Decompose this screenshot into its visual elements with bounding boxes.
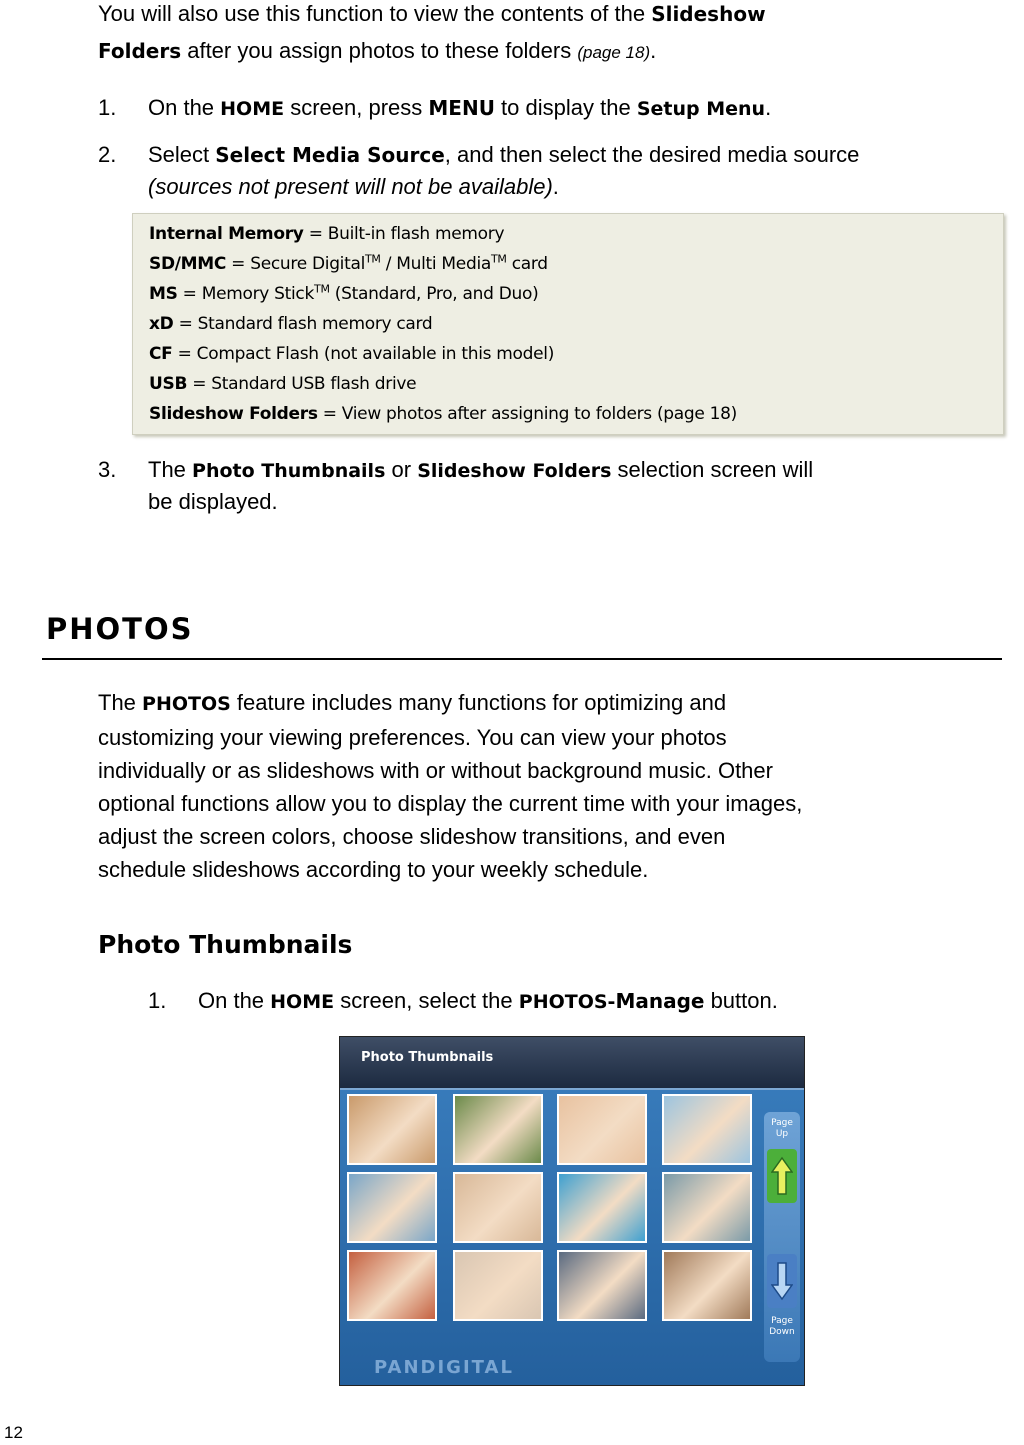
photo-thumbnail[interactable]: [557, 1250, 647, 1321]
media-source-list: [132, 213, 1004, 435]
source-desc: = Built-in flash memory: [303, 224, 505, 244]
source-desc: = Compact Flash (not available in this model): [172, 344, 555, 364]
media-source-ms: [149, 284, 538, 304]
step-2: [148, 140, 859, 170]
step-text: , and then select the desired media source: [444, 142, 860, 167]
intro-line-2: [98, 36, 656, 68]
para-line: customizing your viewing preferences. You can view your photos: [98, 725, 727, 750]
source-desc: card: [506, 254, 548, 274]
source-desc: / Multi Media: [380, 254, 491, 274]
photo-thumbnail[interactable]: [453, 1094, 543, 1165]
step-text: On the: [148, 95, 221, 120]
source-key: USB: [149, 374, 188, 394]
step-text: to display the: [494, 95, 637, 120]
media-source-cf: [149, 344, 554, 364]
manage-term: Manage: [615, 989, 705, 1013]
step-1: [148, 93, 771, 124]
media-source-xd: [149, 314, 432, 334]
label-line: Page: [771, 1118, 793, 1128]
setup-menu-term: Setup Menu: [636, 98, 766, 120]
source-key: CF: [149, 344, 173, 364]
photo-thumbnails-screenshot: [339, 1036, 805, 1386]
photo-thumbnail[interactable]: [662, 1094, 752, 1165]
select-media-source-term: Select Media Source: [215, 143, 445, 167]
source-key: Internal Memory: [149, 224, 304, 244]
source-desc: = Secure Digital: [226, 254, 366, 274]
intro-text: after you assign photos to these folders: [181, 38, 578, 63]
photos-term: PHOTOS-: [518, 991, 616, 1013]
step-text: screen, press: [284, 95, 429, 120]
page-reference: (page 18): [577, 43, 651, 62]
sources-note: (sources not present will not be available): [148, 174, 553, 199]
paging-bar: [764, 1112, 800, 1362]
punctuation: .: [552, 174, 559, 199]
para-line: schedule slideshows according to your weekly schedule.: [98, 857, 649, 882]
photos-term: PHOTOS: [142, 693, 231, 715]
photo-thumbnail[interactable]: [347, 1172, 437, 1243]
step-text: screen, select the: [334, 988, 519, 1013]
para-line: optional functions allow you to display the current time with your images,: [98, 791, 803, 816]
arrow-up-icon: [771, 1156, 793, 1196]
source-key: MS: [149, 284, 178, 304]
step-text: Select: [148, 142, 216, 167]
para-line: adjust the screen colors, choose slideshow transitions, and even: [98, 824, 726, 849]
page-up-button[interactable]: [767, 1149, 797, 1203]
step-text: The: [148, 457, 193, 482]
trademark: TM: [491, 252, 507, 266]
source-desc: = View photos after assigning to folders (page 18): [317, 404, 738, 424]
section-divider: [42, 658, 1002, 660]
photo-thumbnail[interactable]: [662, 1172, 752, 1243]
source-key: Slideshow Folders: [149, 404, 318, 424]
thumbs-step-1-number: 1.: [148, 988, 167, 1013]
trademark: TM: [314, 282, 330, 296]
punctuation: .: [650, 38, 657, 63]
screen-title: Photo Thumbnails: [361, 1050, 494, 1065]
photo-thumbnail[interactable]: [453, 1250, 543, 1321]
label-line: Up: [775, 1129, 789, 1139]
intro-text: You will also use this function to view the contents of the: [98, 1, 652, 26]
page-down-label: [764, 1316, 800, 1338]
photos-heading: PHOTOS: [46, 612, 194, 646]
step-2-number: 2.: [98, 142, 117, 167]
step-3-line-2: be displayed.: [148, 489, 278, 514]
photo-thumbnail[interactable]: [557, 1172, 647, 1243]
thumbs-step-1: [198, 986, 778, 1017]
page-up-label: [764, 1118, 800, 1140]
label-line: Page: [771, 1316, 793, 1326]
step-3: [148, 455, 813, 486]
step-2-line-2: [148, 172, 559, 202]
media-source-usb: [149, 374, 416, 394]
step-text: or: [385, 457, 418, 482]
photos-description: [98, 686, 998, 886]
page-down-button[interactable]: [767, 1254, 797, 1308]
menu-term: MENU: [428, 96, 495, 120]
photo-thumbnail[interactable]: [347, 1094, 437, 1165]
photo-thumbnails-heading: Photo Thumbnails: [98, 930, 353, 959]
source-desc: = Memory Stick: [177, 284, 315, 304]
media-source-slideshow-folders: [149, 404, 737, 424]
slideshow-folders-term: Slideshow Folders: [417, 460, 612, 482]
photo-thumbnail[interactable]: [662, 1250, 752, 1321]
step-text: On the: [198, 988, 271, 1013]
folders-term: Folders: [98, 39, 182, 63]
label-line: Down: [769, 1327, 795, 1337]
step-text: selection screen will: [611, 457, 814, 482]
step-1-number: 1.: [98, 95, 117, 120]
intro-line-1: [98, 0, 766, 29]
source-key: SD/MMC: [149, 254, 227, 274]
step-text: button.: [704, 988, 778, 1013]
photo-thumbnail[interactable]: [347, 1250, 437, 1321]
screen-title-bar: [340, 1037, 804, 1090]
photo-thumbnails-term: Photo Thumbnails: [192, 460, 386, 482]
punctuation: .: [765, 95, 772, 120]
page-number: 12: [4, 1423, 23, 1442]
home-term: HOME: [220, 98, 285, 120]
source-desc: (Standard, Pro, and Duo): [329, 284, 539, 304]
source-desc: = Standard USB flash drive: [187, 374, 417, 394]
photo-thumbnail[interactable]: [557, 1094, 647, 1165]
arrow-down-icon: [771, 1261, 793, 1301]
trademark: TM: [365, 252, 381, 266]
para-line: [98, 686, 998, 721]
step-3-number: 3.: [98, 457, 117, 482]
media-source-internal: [149, 224, 504, 244]
photo-thumbnail[interactable]: [453, 1172, 543, 1243]
para-line: individually or as slideshows with or without background music. Other: [98, 758, 773, 783]
source-key: xD: [149, 314, 174, 334]
para-text: feature includes many functions for optimizing and: [230, 690, 727, 715]
para-text: The: [98, 690, 143, 715]
home-term: HOME: [270, 991, 335, 1013]
pandigital-logo: PANDIGITAL: [374, 1357, 514, 1378]
slideshow-term: Slideshow: [651, 2, 766, 26]
media-source-sdmmc: [149, 254, 548, 274]
source-desc: = Standard flash memory card: [173, 314, 433, 334]
